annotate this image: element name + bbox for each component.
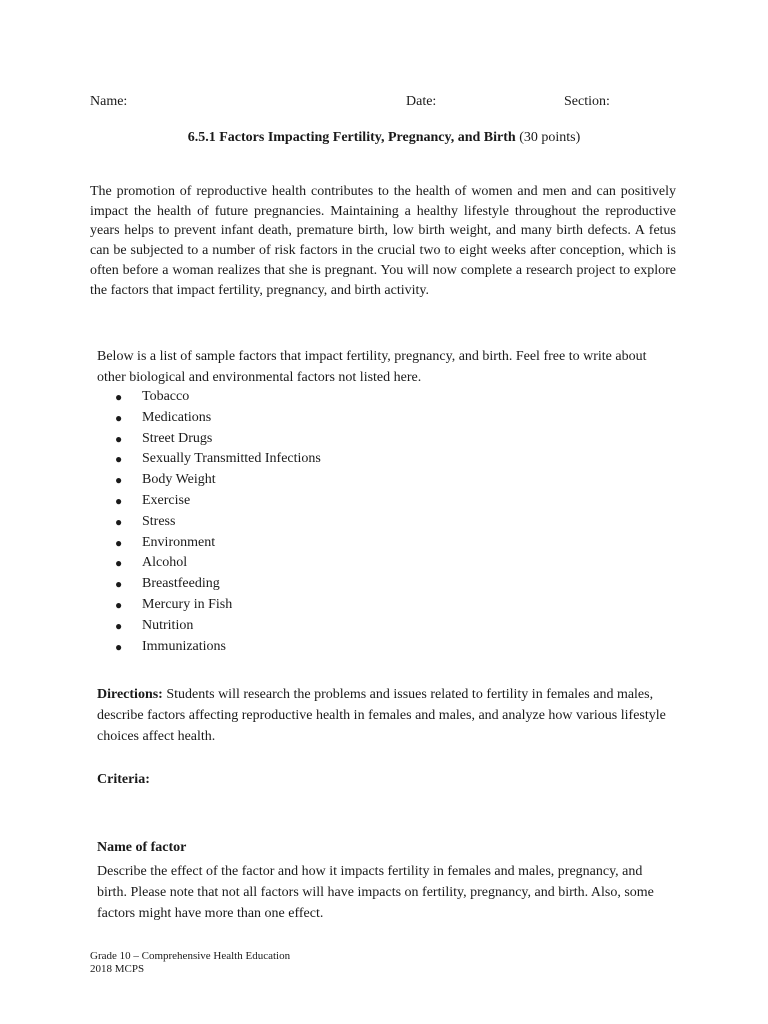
bullet-icon: ● bbox=[115, 535, 123, 550]
date-label: Date: bbox=[406, 94, 437, 109]
footer bbox=[90, 950, 290, 976]
bullet-icon: ● bbox=[115, 556, 123, 571]
bullet-icon: ● bbox=[115, 452, 123, 467]
list-item bbox=[97, 387, 321, 408]
list-item bbox=[97, 533, 321, 554]
list-item-label: Exercise bbox=[142, 492, 191, 508]
bullet-icon: ● bbox=[115, 431, 123, 446]
list-item bbox=[97, 616, 321, 637]
list-item-label: Tobacco bbox=[142, 389, 190, 404]
document-title bbox=[0, 130, 768, 146]
list-item-label: Environment bbox=[142, 534, 216, 550]
title-text: 6.5.1 Factors Impacting Fertility, Pregnancy, and Birth bbox=[187, 130, 516, 145]
list-item bbox=[97, 470, 321, 491]
list-item bbox=[97, 449, 321, 470]
directions-paragraph bbox=[97, 684, 677, 747]
list-item-label: Immunizations bbox=[142, 638, 226, 654]
list-item-label: Street Drugs bbox=[142, 430, 213, 446]
title-points: (30 points) bbox=[515, 130, 581, 145]
intro-paragraph: The promotion of reproductive health contributes to the health of women and men and can positively impact the health of future pregnancies. Maintaining a healthy lifestyle throughout the reproductive years helps to prevent infant death, premature birth, low birth weight, and many birth defects. A fetus can be subjected to a number of risk factors in the crucial two to eight weeks after conception, which is often before a woman realizes that she is pregnant. You will now complete a research project to explore the factors that impact fertility, pregnancy, and birth activity. bbox=[90, 184, 676, 298]
bullet-icon: ● bbox=[115, 514, 123, 529]
list-item-label: Breastfeeding bbox=[142, 576, 220, 592]
factors-list bbox=[97, 387, 321, 657]
bullet-icon: ● bbox=[115, 493, 123, 508]
bullet-icon: ● bbox=[115, 639, 123, 654]
bullet-icon: ● bbox=[115, 618, 123, 633]
list-item-label: Sexually Transmitted Infections bbox=[142, 451, 321, 467]
list-item-label: Mercury in Fish bbox=[142, 596, 233, 612]
bullet-icon: ● bbox=[115, 473, 123, 488]
name-of-factor-description: Describe the effect of the factor and how it impacts fertility in females and males, pregnancy, and birth. Please note that not all factors will have impacts on fertility, pregnancy, and birth. Also, some factors might have more than one effect. bbox=[97, 864, 654, 921]
list-item bbox=[97, 553, 321, 574]
list-item bbox=[97, 491, 321, 512]
list-item bbox=[97, 408, 321, 429]
directions-label: Directions: bbox=[97, 687, 163, 702]
list-item bbox=[97, 637, 321, 658]
bullet-icon: ● bbox=[115, 410, 123, 425]
bullet-icon: ● bbox=[115, 390, 123, 404]
list-item bbox=[97, 512, 321, 533]
bullet-icon: ● bbox=[115, 577, 123, 592]
list-item-label: Nutrition bbox=[142, 617, 194, 633]
list-item-label: Alcohol bbox=[142, 555, 188, 571]
footer-copyright: 2018 MCPS bbox=[90, 963, 145, 975]
section-label: Section: bbox=[564, 94, 610, 109]
list-item-label: Body Weight bbox=[142, 472, 216, 488]
footer-course: Grade 10 – Comprehensive Health Education bbox=[90, 950, 291, 962]
list-item-label: Stress bbox=[142, 513, 176, 529]
list-item bbox=[97, 595, 321, 616]
list-item-label: Medications bbox=[142, 409, 212, 425]
bullet-icon: ● bbox=[115, 597, 123, 612]
factors-intro: Below is a list of sample factors that impact fertility, pregnancy, and birth. Feel free to write about other biological and environmental factors not listed here. bbox=[97, 349, 647, 385]
directions-text: Students will research the problems and issues related to fertility in females and males, describe factors affecting reproductive health in females and males, and analyze how various lifestyle choices affect health. bbox=[97, 687, 666, 744]
list-item bbox=[97, 574, 321, 595]
criteria-heading: Criteria: bbox=[97, 772, 150, 787]
list-item bbox=[97, 429, 321, 450]
name-label: Name: bbox=[90, 94, 128, 109]
name-of-factor-heading: Name of factor bbox=[97, 840, 187, 855]
